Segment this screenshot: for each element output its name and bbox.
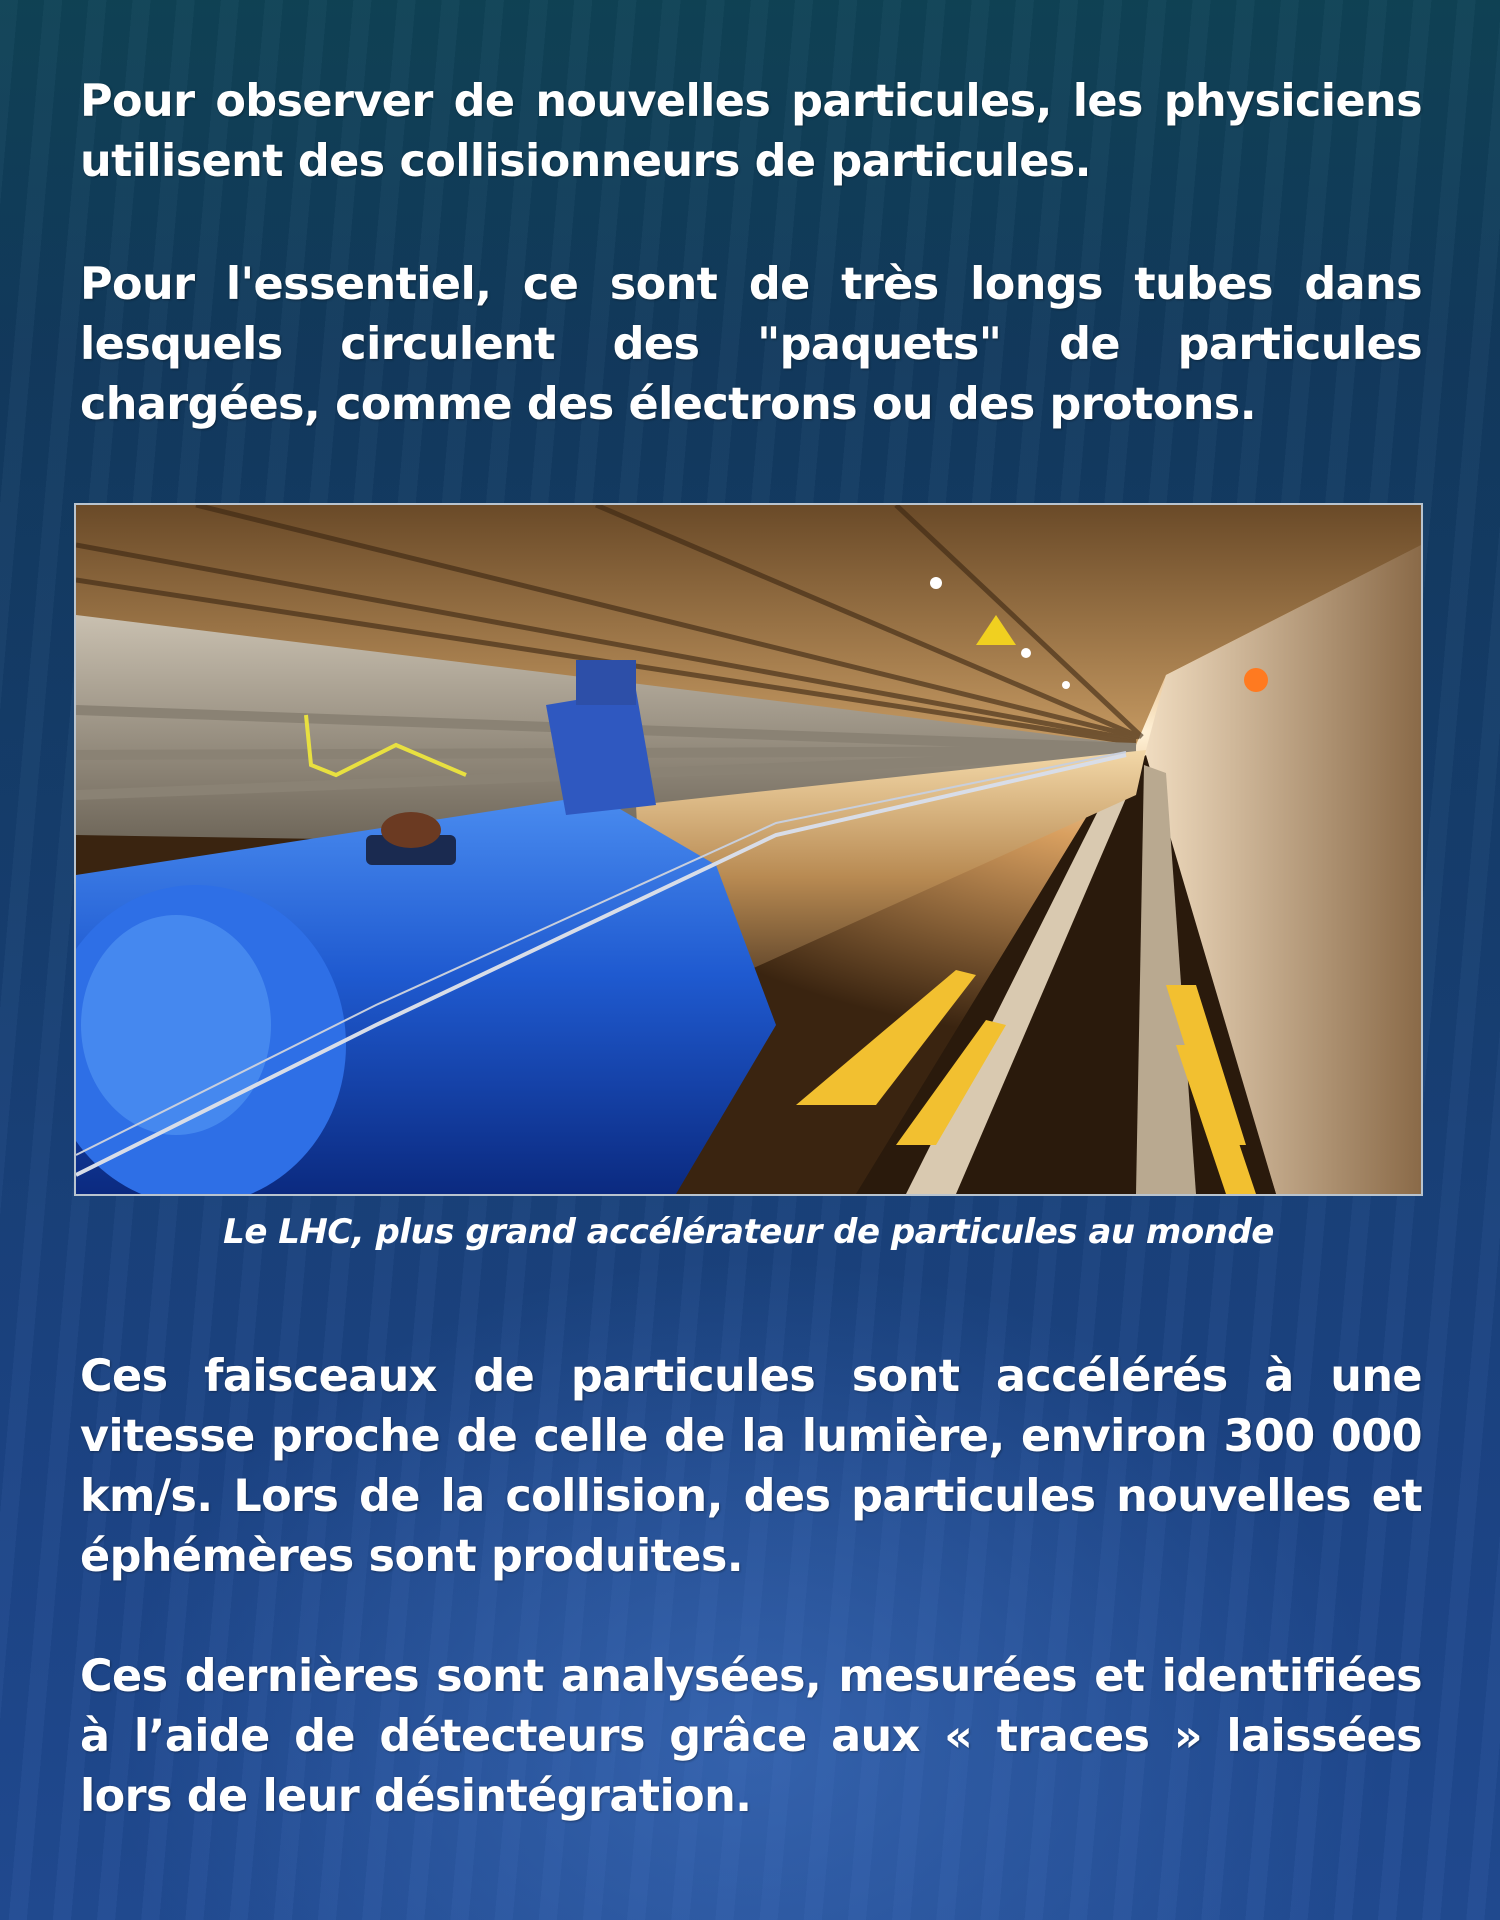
lhc-tunnel-photo bbox=[74, 503, 1423, 1196]
photo-caption: Le LHC, plus grand accélérateur de particules au monde bbox=[223, 1212, 1274, 1252]
tubes-paragraph: Pour l'essentiel, ce sont de très longs tubes dans lesquels circulent des "paquets" de particules chargées, comme des électrons ou des protons. bbox=[80, 259, 1422, 430]
acceleration-paragraph: Ces faisceaux de particules sont accélérés à une vitesse proche de celle de la lumière, environ 300 000 km/s. Lors de la collision, des particules nouvelles et éphémères sont produites. bbox=[80, 1351, 1422, 1582]
intro-paragraph: Pour observer de nouvelles particules, les physiciens utilisent des collisionneurs de particules. bbox=[80, 76, 1422, 187]
detectors-paragraph: Ces dernières sont analysées, mesurées et identifiées à l’aide de détecteurs grâce aux « traces » laissées lors de leur désintégration. bbox=[80, 1651, 1422, 1822]
